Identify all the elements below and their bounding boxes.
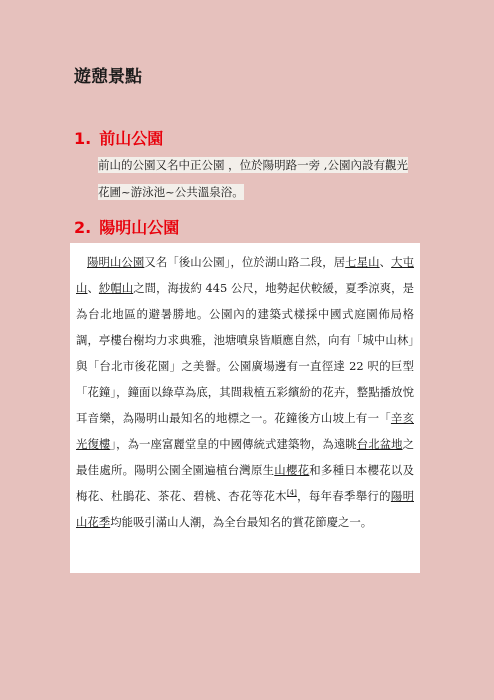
text-line: 花圃~游泳池~公共溫泉浴。: [98, 185, 244, 199]
link-qixingshan[interactable]: 七星山: [345, 255, 380, 269]
text-segment: 之間，海拔約 445 公尺，地勢起伏較緩，夏季涼爽，是為台北地區的避暑勝地。公園內的建築式樣採中國式庭園佈局格調，亭樓台榭均力求典雅，池塘噴泉皆順應自然，向有「城中山林」與「台北市後花園」之美譽。公園廣場邊有一直徑達 22 呎的巨型「花鐘」，鐘面以綠草為底，其間栽植五彩繽紛的花卉，整點播放悅耳音樂，為陽明山最知名的地標之一。花鐘後方山坡上有一「: [76, 281, 414, 425]
section-heading-qianshan: [74, 126, 163, 149]
yangmingshan-description-box: [70, 243, 420, 573]
section-number: 1.: [74, 129, 92, 148]
link-datunshan[interactable]: 大屯山: [76, 255, 414, 295]
link-xinhai-guangfu-building[interactable]: 辛亥光復樓: [76, 411, 414, 451]
text-segment: 和多種日本櫻花以及梅花、杜鵑花、茶花、碧桃、杏花等花木: [76, 463, 414, 503]
text-segment: 均能吸引滿山人潮，為全台最知名的賞花節慶之一。: [110, 515, 373, 529]
section-title: 陽明山公園: [99, 218, 180, 237]
yangmingshan-description: [70, 243, 420, 535]
qianshan-description: [98, 152, 433, 206]
section-number: 2.: [74, 218, 92, 237]
text-segment: 、: [379, 255, 392, 269]
text-segment: 」，為一座富麗堂皇的中國傳統式建築物，為遠眺: [110, 437, 357, 451]
text-segment: 、: [87, 281, 99, 295]
footnote-reference-link[interactable]: [4]: [286, 489, 297, 498]
link-shamaoshan[interactable]: 紗帽山: [98, 281, 134, 295]
page-title: 遊憩景點: [74, 67, 142, 87]
text-segment: 之最佳處所。陽明公園全園遍植台灣原生: [76, 437, 414, 477]
section-heading-yangmingshan: [74, 215, 179, 238]
text-line: 前山的公園又名中正公園 ，位於陽明路一旁 ,公園內設有觀光: [98, 158, 408, 172]
section-title: 前山公園: [99, 129, 164, 148]
link-mountain-cherry[interactable]: 山櫻花: [274, 463, 310, 477]
text-segment: 又名「後山公園」，位於湖山路二段，居: [144, 255, 346, 269]
link-yangmingshan-flower-festival[interactable]: 陽明山花季: [76, 489, 414, 529]
link-yangmingshan-park[interactable]: 陽明山公園: [87, 255, 145, 269]
link-taipei-basin[interactable]: 台北盆地: [356, 437, 403, 451]
text-segment: ，每年春季舉行的: [296, 489, 391, 503]
